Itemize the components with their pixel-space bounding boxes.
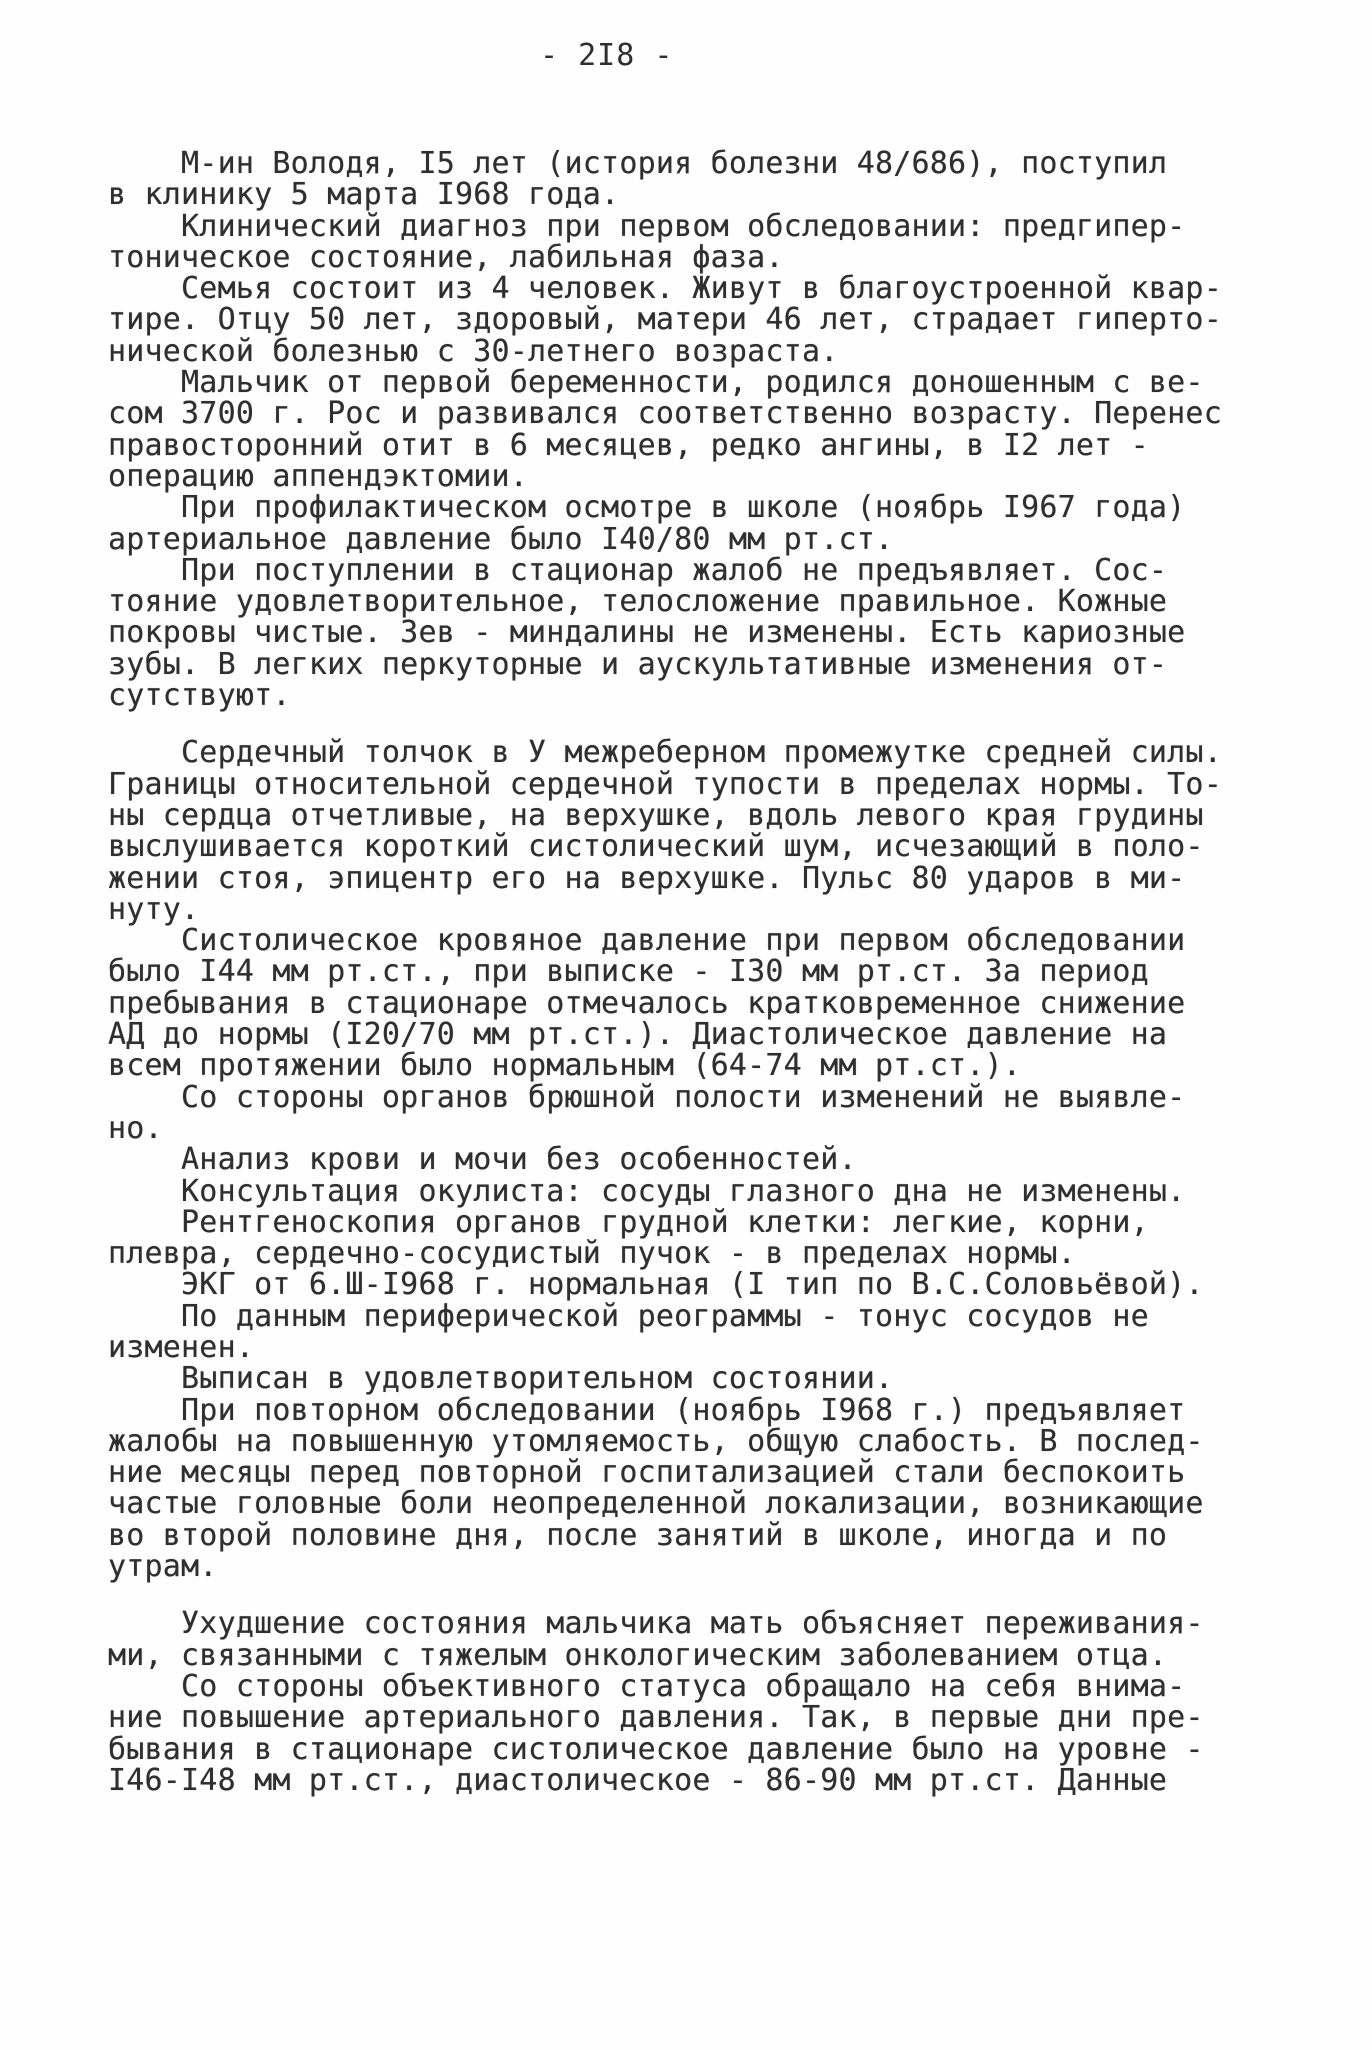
text-line: Систолическое кровяное давление при первом обследовании [108, 923, 1186, 959]
text-line: Клинический диагноз при первом обследовании: предгипер- [108, 208, 1186, 244]
text-line: плевра, сердечно-сосудистый пучок - в пределах нормы. [108, 1236, 1076, 1272]
text-line: Со стороны объективного статуса обращало на себя внима- [108, 1668, 1186, 1704]
text-line: но. [108, 1110, 163, 1146]
text-line: сом 3700 г. Рос и развивался соответственно возрасту. Перенес [108, 396, 1222, 432]
text-line: всем протяжении было нормальным (64-74 мм рт.ст.). [108, 1048, 1022, 1084]
page-number: - 2I8 - [540, 38, 674, 73]
text-line: Выписан в удовлетворительном состоянии. [108, 1361, 894, 1397]
text-line: Анализ крови и мочи без особенностей. [108, 1142, 857, 1178]
text-line: ние месяцы перед повторной госпитализацией стали беспокоить [108, 1455, 1186, 1491]
text-line: Мальчик от первой беременности, родился доношенным с ве- [108, 365, 1204, 401]
text-line: тояние удовлетворительное, телосложение правильное. Кожные [108, 584, 1168, 620]
text-line: ЭКГ от 6.Ш-I968 г. нормальная (I тип по В.С.Соловьёвой). [108, 1267, 1204, 1303]
text-line: Рентгеноскопия органов грудной клетки: легкие, корни, [108, 1204, 1149, 1240]
text-line: пребывания в стационаре отмечалось кратковременное снижение [108, 985, 1186, 1021]
paragraph-gap [108, 711, 1268, 737]
document-body [108, 148, 1268, 1796]
text-block-worsening [108, 1608, 1268, 1796]
text-line: I46-I48 мм рт.ст., диастолическое - 86-90 мм рт.ст. Данные [108, 1762, 1168, 1798]
text-line: ние повышение артериального давления. Так, в первые дни пре- [108, 1700, 1204, 1736]
text-line: во второй половине дня, после занятий в школе, иногда и по [108, 1517, 1168, 1553]
text-line: зубы. В легких перкуторные и аускультативные изменения от- [108, 646, 1168, 682]
text-line: Со стороны органов брюшной полости изменений не выявле- [108, 1079, 1186, 1115]
text-line: Консультация окулиста: сосуды глазного дна не изменены. [108, 1173, 1186, 1209]
text-line: При повторном обследовании (ноябрь I968 г.) предъявляет [108, 1392, 1186, 1428]
text-line: сутствуют. [108, 678, 291, 714]
text-line: М-ин Володя, I5 лет (история болезни 48/686), поступил [108, 146, 1168, 181]
text-line: При профилактическом осмотре в школе (ноябрь I967 года) [108, 490, 1186, 526]
text-line: тире. Отцу 50 лет, здоровый, матери 46 лет, страдает гиперто- [108, 302, 1222, 338]
text-line: Границы относительной сердечной тупости в пределах нормы. То- [108, 766, 1222, 802]
text-block-intro [108, 146, 1268, 714]
text-block-cardio [108, 735, 1268, 1585]
text-line: ны сердца отчетливые, на верхушке, вдоль левого края грудины [108, 797, 1204, 833]
text-line: артериальное давление было I40/80 мм рт.ст. [108, 521, 894, 557]
text-line: утрам. [108, 1549, 218, 1585]
text-line: ми, связанными с тяжелым онкологическим заболеванием отца. [108, 1637, 1168, 1673]
text-line: жалобы на повышенную утомляемость, общую слабость. В послед- [108, 1423, 1204, 1459]
text-line: нуту. [108, 891, 200, 927]
text-line: Ухудшение состояния мальчика мать объясняет переживания- [108, 1606, 1204, 1642]
text-line: Семья состоит из 4 человек. Живут в благоустроенной квар- [108, 271, 1222, 307]
paragraph-gap [108, 1582, 1268, 1608]
text-line: в клинику 5 марта I968 года. [108, 177, 620, 213]
text-line: нической болезнью с 30-летнего возраста. [108, 333, 839, 369]
text-line: правосторонний отит в 6 месяцев, редко ангины, в I2 лет - [108, 427, 1149, 463]
text-line: выслушивается короткий систолический шум, исчезающий в поло- [108, 829, 1204, 865]
text-line: По данным периферической реограммы - тонус сосудов не [108, 1298, 1149, 1334]
text-line: изменен. [108, 1329, 255, 1365]
text-line: бывания в стационаре систолическое давление было на уровне - [108, 1731, 1204, 1767]
text-line: тоническое состояние, лабильная фаза. [108, 239, 784, 275]
text-line: АД до нормы (I20/70 мм рт.ст.). Диастолическое давление на [108, 1017, 1168, 1053]
text-line: жении стоя, эпицентр его на верхушке. Пульс 80 ударов в ми- [108, 860, 1186, 896]
text-line: покровы чистые. Зев - миндалины не изменены. Есть кариозные [108, 615, 1186, 651]
text-line: Сердечный толчок в У межреберном промежутке средней силы. [108, 735, 1222, 771]
text-line: частые головные боли неопределенной локализации, возникающие [108, 1486, 1204, 1522]
text-line: было I44 мм рт.ст., при выписке - I30 мм рт.ст. За период [108, 954, 1149, 990]
text-line: операцию аппендэктомии. [108, 458, 529, 494]
text-line: При поступлении в стационар жалоб не предъявляет. Сос- [108, 552, 1168, 588]
